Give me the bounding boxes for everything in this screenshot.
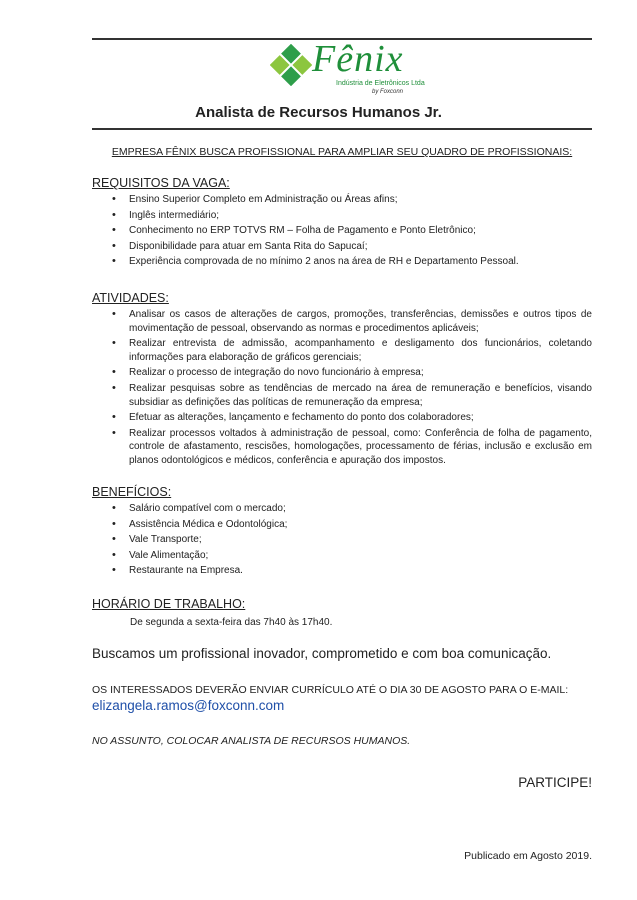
list-item: • Realizar processos voltados à administração de pessoal, como: Conferência de folha de pagamento, controle de afastamento, rescisões, homologações, processamento de férias, inclusão e exclusão em planos odontológicos e médicos, conferência e apuração dos impostos. bbox=[112, 427, 592, 468]
title-rule bbox=[92, 128, 592, 130]
beneficios-heading: BENEFÍCIOS: bbox=[92, 485, 172, 499]
atividades-heading: ATIVIDADES: bbox=[92, 291, 169, 305]
list-item: • Experiência comprovada de no mínimo 2 anos na área de RH e Departamento Pessoal. bbox=[112, 255, 592, 269]
horario-heading: HORÁRIO DE TRABALHO: bbox=[92, 597, 246, 611]
list-item: • Realizar o processo de integração do novo funcionário à empresa; bbox=[112, 366, 592, 380]
requisitos-list bbox=[112, 193, 592, 271]
list-item: • Salário compatível com o mercado; bbox=[112, 502, 592, 516]
list-item: • Inglês intermediário; bbox=[112, 209, 592, 223]
list-item: • Ensino Superior Completo em Administração ou Áreas afins; bbox=[112, 193, 592, 207]
job-title: Analista de Recursos Humanos Jr. bbox=[195, 104, 442, 121]
list-item: • Analisar os casos de alterações de cargos, promoções, transferências, demissões e outros tipos de movimentação de pessoal, observando as normas e procedimentos aplicáveis; bbox=[112, 308, 592, 335]
list-item: • Realizar pesquisas sobre as tendências de mercado na área de remuneração e benefícios, visando subsidiar as definições das políticas de remuneração da empresa; bbox=[112, 382, 592, 409]
logo-subtitle: Indústria de Eletrônicos Ltda bbox=[336, 80, 425, 87]
list-item: • Realizar entrevista de admissão, acompanhamento e desligamento dos funcionários, coletando informações para elaboração de gráficos gerenciais; bbox=[112, 337, 592, 364]
atividades-list bbox=[112, 308, 592, 470]
list-item: • Vale Transporte; bbox=[112, 533, 592, 547]
company-logo bbox=[268, 40, 428, 100]
list-item: • Conhecimento no ERP TOTVS RM – Folha de Pagamento e Ponto Eletrônico; bbox=[112, 224, 592, 238]
list-item: • Restaurante na Empresa. bbox=[112, 564, 592, 578]
requisitos-heading: REQUISITOS DA VAGA: bbox=[92, 176, 230, 190]
intro-line: EMPRESA FÊNIX BUSCA PROFISSIONAL PARA AMPLIAR SEU QUADRO DE PROFISSIONAIS: bbox=[111, 146, 573, 158]
list-item: • Efetuar as alterações, lançamento e fechamento do ponto dos colaboradores; bbox=[112, 411, 592, 425]
list-item: • Disponibilidade para atuar em Santa Rita do Sapucaí; bbox=[112, 240, 592, 254]
fenix-logo-icon bbox=[270, 44, 312, 86]
list-item: • Vale Alimentação; bbox=[112, 549, 592, 563]
participe-text: PARTICIPE! bbox=[518, 775, 592, 790]
list-item: • Assistência Médica e Odontológica; bbox=[112, 518, 592, 532]
send-instruction: OS INTERESSADOS DEVERÃO ENVIAR CURRÍCULO ATÉ O DIA 30 DE AGOSTO PARA O E-MAIL: bbox=[92, 684, 569, 696]
subject-instruction: NO ASSUNTO, COLOCAR ANALISTA DE RECURSOS HUMANOS. bbox=[92, 735, 411, 747]
beneficios-list bbox=[112, 502, 592, 580]
email-link[interactable]: elizangela.ramos@foxconn.com bbox=[92, 698, 285, 713]
published-date: Publicado em Agosto 2019. bbox=[464, 850, 592, 862]
callout-text: Buscamos um profissional inovador, comprometido e com boa comunicação. bbox=[92, 646, 552, 661]
logo-by-foxconn: by Foxconn bbox=[372, 89, 404, 95]
horario-text: De segunda a sexta-feira das 7h40 às 17h40. bbox=[130, 617, 333, 628]
logo-wordmark: Fênix bbox=[312, 38, 404, 80]
